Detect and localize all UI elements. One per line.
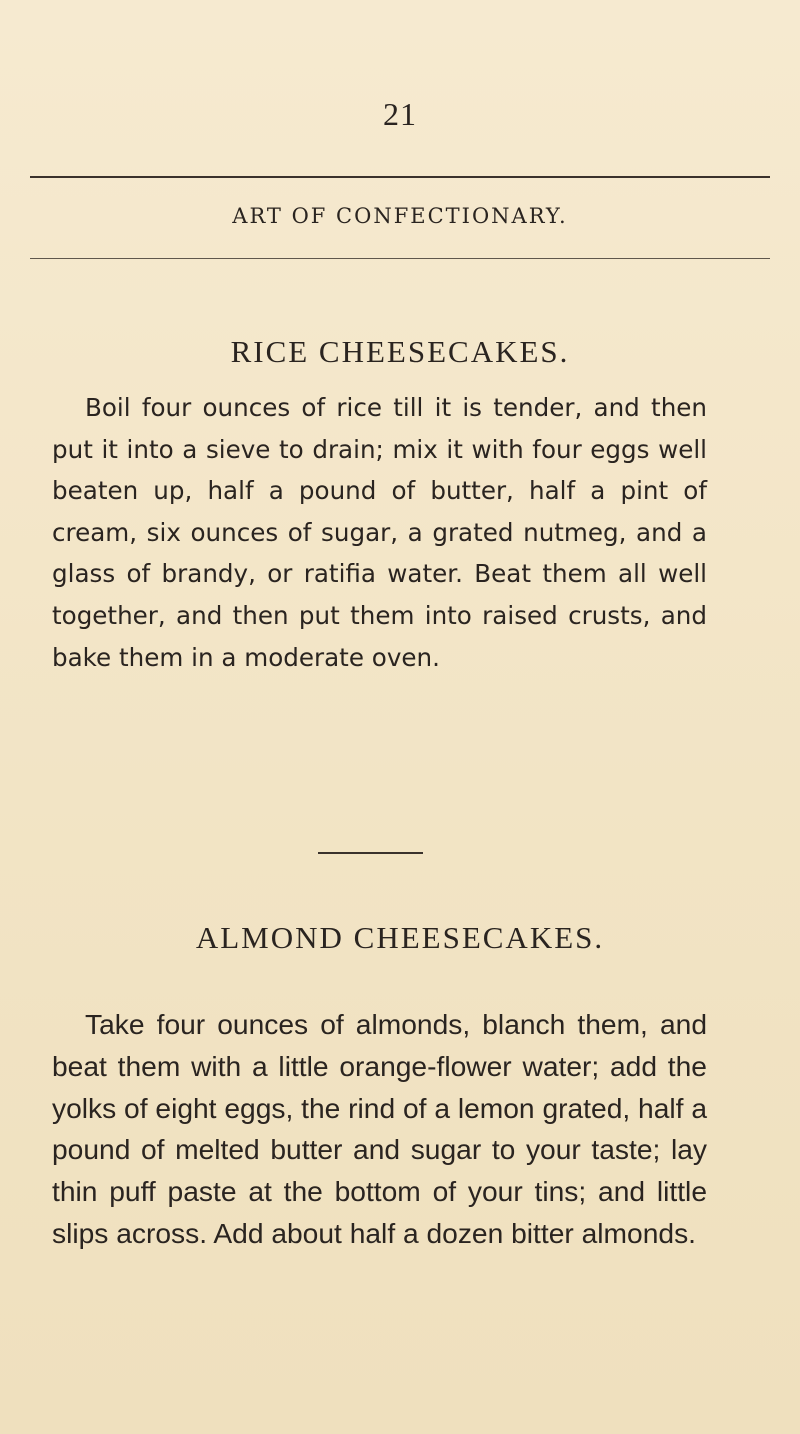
header-rule-bottom	[30, 258, 770, 259]
recipe-text-almond-cheesecakes: Take four ounces of almonds, blanch them, and beat them with a little orange-flower water; add the yolks of eight eggs, the rind of a lemon grated, half a pound of melted butter and sugar to your taste; lay thin puff paste at the bottom of your tins; and little slips across. Add about half a dozen bitter almonds.	[52, 1008, 707, 1249]
section-divider	[318, 852, 423, 854]
header-rule-top	[30, 176, 770, 178]
section-title-almond-cheesecakes: ALMOND CHEESECAKES.	[195, 920, 605, 955]
running-head: ART OF CONFECTIONARY.	[232, 204, 568, 228]
recipe-text-rice-cheesecakes: Boil four ounces of rice till it is tender, and then put it into a sieve to drain; mix it with four eggs well beaten up, half a pound of butter, half a pint of cream, six ounces of sugar, a grated nutmeg, and a glass of brandy, or ratifia water. Beat them all well together, and then put them into raised crusts, and bake them in a moderate oven.	[52, 393, 707, 672]
page-number: 21	[383, 96, 417, 132]
section-title-rice-cheesecakes: RICE CHEESECAKES.	[230, 334, 570, 369]
